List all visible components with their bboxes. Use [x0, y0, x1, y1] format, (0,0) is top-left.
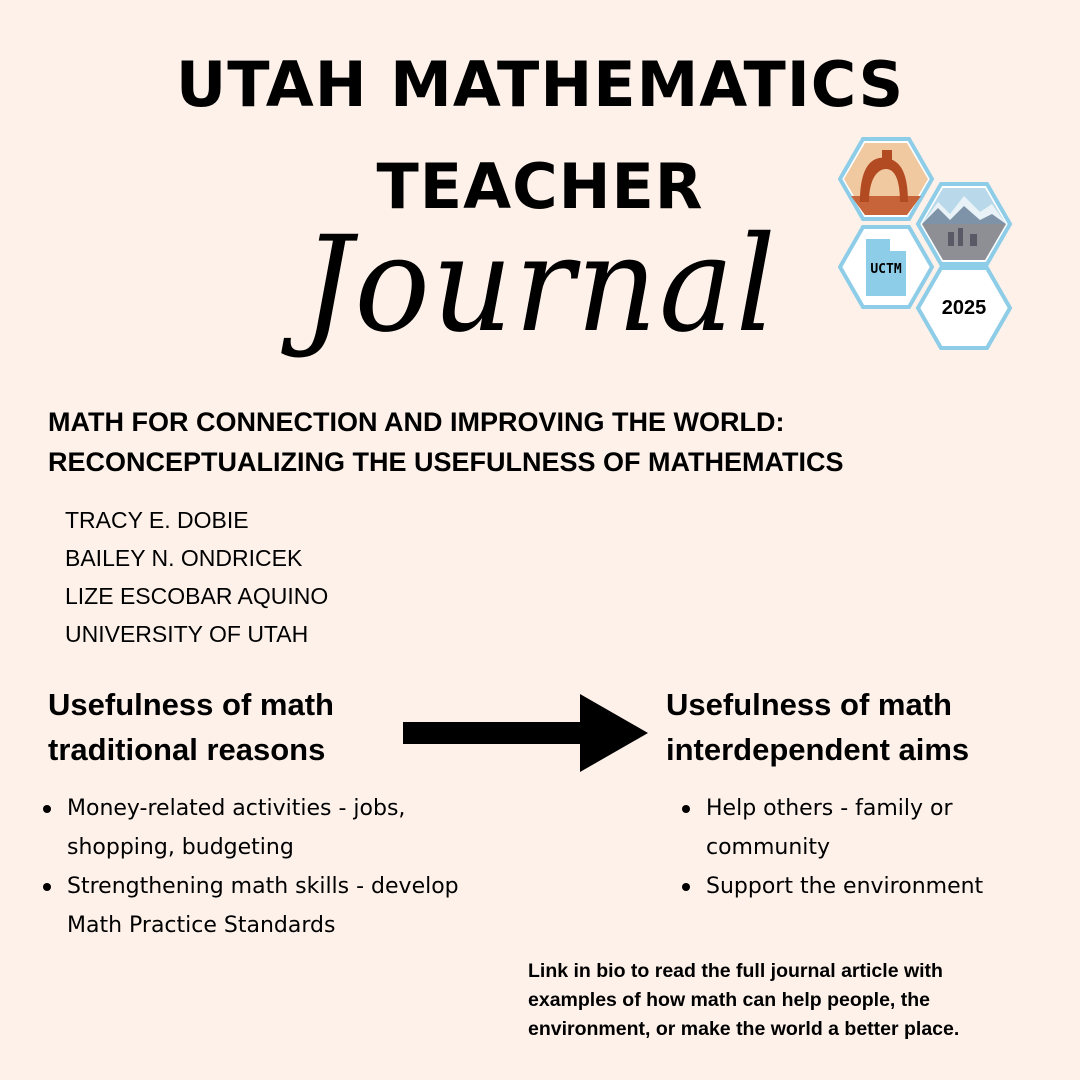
right-heading-line-2: interdependent aims — [666, 732, 970, 767]
delicate-arch-hex — [840, 139, 932, 219]
uctm-logo — [838, 136, 1018, 350]
right-heading-line-1: Usefulness of math — [666, 687, 952, 722]
arrow-right-icon — [400, 694, 650, 774]
left-bullet-list — [41, 789, 511, 945]
left-heading-line-2: traditional reasons — [48, 732, 326, 767]
journal-wordmark: Journal — [302, 208, 778, 362]
bullet-line: Math Practice Standards — [67, 913, 336, 938]
left-heading — [48, 682, 334, 772]
mountain-city-hex — [918, 184, 1010, 264]
article-title-line-1: MATH FOR CONNECTION AND IMPROVING THE WORLD: — [48, 407, 785, 437]
right-heading — [666, 682, 969, 772]
title-line-2: TEACHER — [376, 150, 704, 223]
bullet-line: community — [706, 835, 831, 860]
note-line-3: environment, or make the world a better place. — [528, 1018, 960, 1040]
affiliation: UNIVERSITY OF UTAH — [65, 621, 309, 647]
title-line-1: UTAH MATHEMATICS — [175, 48, 905, 121]
author-2: BAILEY N. ONDRICEK — [65, 545, 303, 571]
article-title — [48, 402, 1048, 482]
link-in-bio-note — [528, 957, 1068, 1044]
bullet-line: shopping, budgeting — [67, 835, 294, 860]
author-1: TRACY E. DOBIE — [65, 507, 249, 533]
note-line-1: Link in bio to read the full journal article with — [528, 960, 943, 982]
list-item — [41, 867, 511, 945]
left-heading-line-1: Usefulness of math — [48, 687, 334, 722]
note-line-2: examples of how math can help people, the — [528, 989, 930, 1011]
year-label: 2025 — [941, 297, 987, 319]
author-list — [65, 501, 328, 653]
right-bullet-list — [680, 789, 1060, 906]
bullet-line: Support the environment — [706, 874, 984, 899]
list-item — [41, 789, 511, 867]
article-title-line-2: RECONCEPTUALIZING THE USEFULNESS OF MATHEMATICS — [48, 447, 844, 477]
author-3: LIZE ESCOBAR AQUINO — [65, 583, 329, 609]
list-item — [680, 867, 1060, 906]
bullet-line: Help others - family or — [706, 796, 953, 821]
list-item — [680, 789, 1060, 867]
uctm-label: UCTM — [870, 262, 902, 277]
bullet-line: Money-related activities - jobs, — [67, 796, 406, 821]
bullet-line: Strengthening math skills - develop — [67, 874, 459, 899]
